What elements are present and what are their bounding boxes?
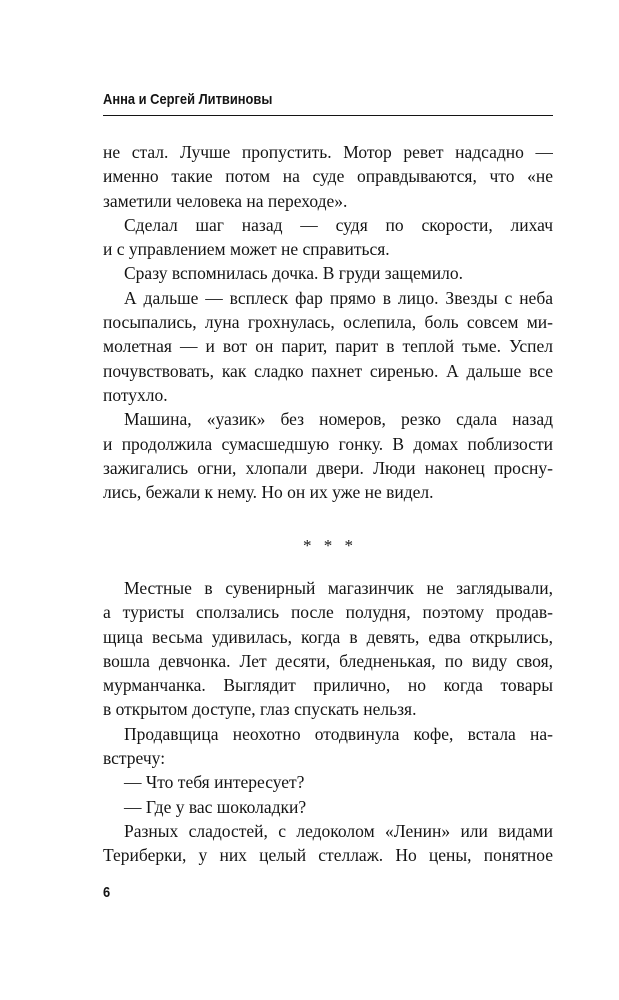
text-line: молетная — и вот он парит, парит в теплой тьме. Успел	[103, 336, 553, 357]
running-head-authors: Анна и Сергей Литвиновы	[103, 91, 273, 108]
text-line: Продавщица неохотно отодвинула кофе, встала на-	[124, 723, 553, 744]
text-line: а туристы сползались после полудня, поэтому продав-	[103, 602, 553, 623]
text-line: Местные в сувенирный магазинчик не заглядывали,	[124, 578, 553, 598]
header-rule	[103, 115, 553, 116]
text-line: не стал. Лучше пропустить. Мотор ревет надсадно —	[103, 142, 553, 162]
page-number: 6	[103, 884, 111, 901]
text-line: в открытом доступе, глаз спускать нельзя.	[103, 699, 417, 720]
paragraph	[103, 286, 553, 407]
text-line: почувствовать, как сладко пахнет сиренью. А дальше все	[103, 360, 553, 381]
paragraph	[103, 140, 553, 213]
text-line: и продолжила сумасшедшую гонку. В домах поблизости	[103, 433, 553, 454]
text-line: потухло.	[103, 384, 168, 405]
dialogue-line	[103, 770, 553, 794]
text-line: — Что тебя интересует?	[124, 772, 305, 793]
text-line: заметили человека на переходе».	[103, 190, 348, 211]
text-line: Териберки, у них целый стеллаж. Но цены, понятное	[103, 845, 553, 866]
dialogue-line	[103, 795, 553, 819]
paragraph	[103, 819, 553, 868]
text-line: — Где у вас шоколадки?	[124, 796, 307, 817]
text-line: вошла девчонка. Лет десяти, бледненькая, по виду своя,	[103, 650, 553, 671]
text-section-1	[103, 140, 553, 504]
paragraph	[103, 407, 553, 504]
text-line: щица весьма удивилась, когда в девять, едва открылись,	[103, 626, 553, 647]
text-line: Сразу вспомнилась дочка. В груди защемило.	[124, 263, 464, 284]
section-separator: * * *	[303, 536, 353, 555]
paragraph	[103, 213, 553, 262]
text-line: именно такие потом на суде оправдываются, что «не	[103, 166, 553, 187]
text-line: Сделал шаг назад — судя по скорости, лихач	[124, 214, 553, 235]
text-line: Машина, «уазик» без номеров, резко сдала назад	[124, 409, 553, 430]
text-line: зажигались огни, хлопали двери. Люди наконец просну-	[103, 457, 553, 478]
text-line: Разных сладостей, с ледоколом «Ленин» или видами	[124, 820, 553, 841]
text-line: лись, бежали к нему. Но он их уже не видел.	[103, 482, 434, 503]
text-section-2	[103, 576, 553, 868]
paragraph	[103, 261, 553, 285]
text-line: и с управлением может не справиться.	[103, 239, 390, 260]
paragraph	[103, 722, 553, 771]
paragraph	[103, 576, 553, 722]
text-line: посыпались, луна грохнулась, ослепила, боль совсем ми-	[103, 312, 553, 333]
text-line: встречу:	[103, 748, 166, 769]
text-line: мурманчанка. Выглядит прилично, но когда товары	[103, 675, 553, 696]
text-line: А дальше — всплеск фар прямо в лицо. Звезды с неба	[124, 287, 553, 308]
